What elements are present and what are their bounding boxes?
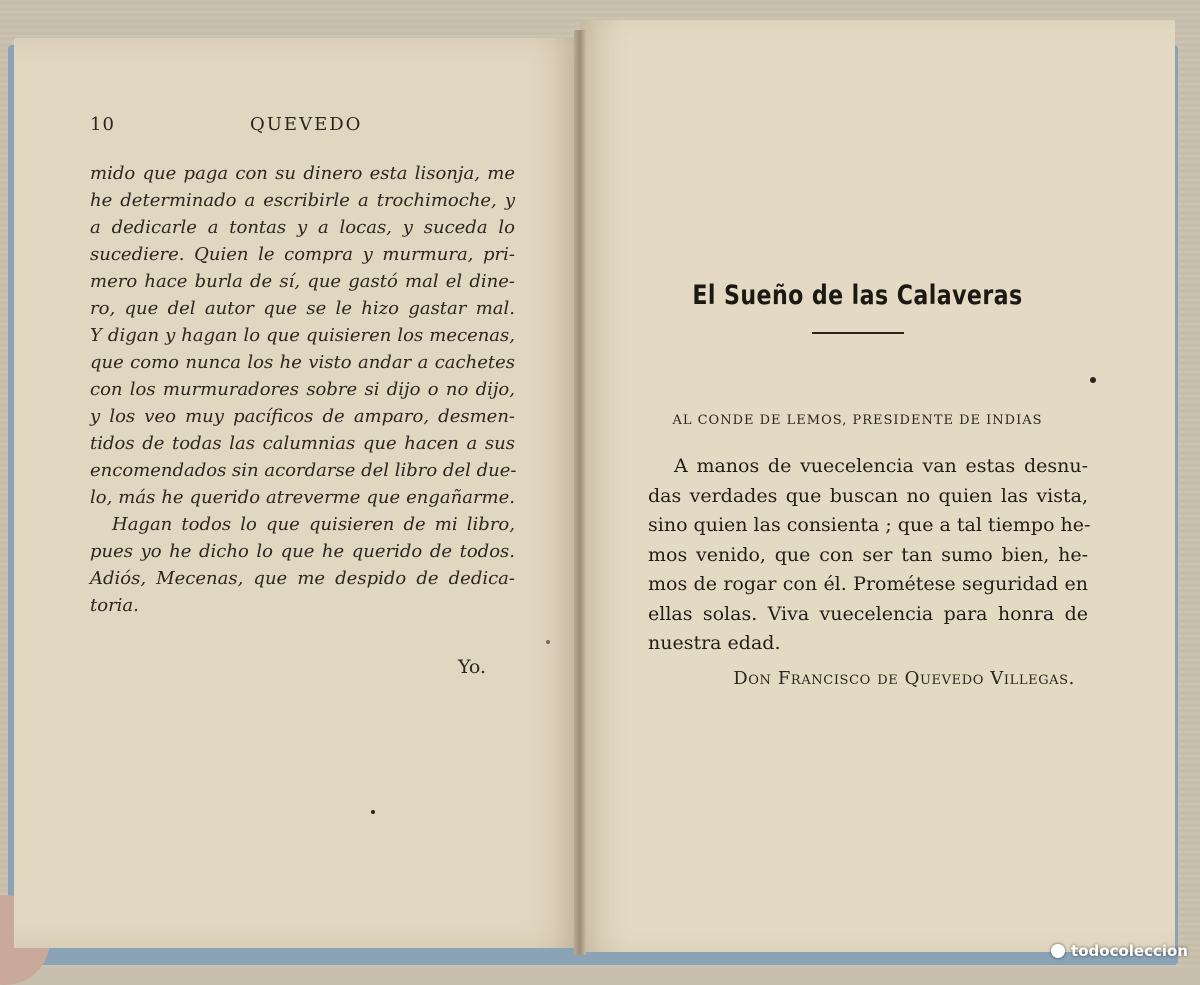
chapter-title: El Sueño de las Calaveras <box>692 280 1023 311</box>
text-line: A manos de vuecelencia van estas desnu- <box>674 455 1088 477</box>
text-line: Adiós, Mecenas, que me despido de dedica- <box>90 568 515 589</box>
text-line: sucediere. Quien le compra y murmura, pri- <box>90 244 515 265</box>
text-line: ro, que del autor que se le hizo gastar mal. <box>90 298 515 319</box>
text-line: sino quien las consienta ; que a tal tiempo he- <box>648 514 1091 536</box>
text-line: nuestra edad. <box>648 632 781 654</box>
running-title: QUEVEDO <box>250 114 363 135</box>
dedication-heading: AL CONDE DE LEMOS, PRESIDENTE DE INDIAS <box>672 413 1043 428</box>
text-line: pues yo he dicho lo que he querido de todos. <box>90 541 515 562</box>
text-line: lo, más he querido atreverme que engañarme. <box>90 487 515 508</box>
text-line: das verdades que buscan no quien las vista, <box>648 484 1088 507</box>
ink-speck <box>546 640 550 644</box>
ink-speck <box>1090 377 1096 383</box>
page-number: 10 <box>90 114 115 135</box>
ink-speck <box>371 810 375 814</box>
left-page-text <box>90 160 515 619</box>
text-line: a dedicarle a tontas y a locas, y suceda lo <box>90 217 515 238</box>
text-line: Y digan y hagan lo que quisieren los mecenas, <box>90 325 515 346</box>
title-rule <box>812 332 904 334</box>
text-line: con los murmuradores sobre si dijo o no dijo, <box>90 379 515 400</box>
watermark <box>1051 942 1188 960</box>
watermark-text: todocoleccion <box>1071 942 1188 960</box>
author-signature: Don Francisco de Quevedo Villegas. <box>733 668 1075 689</box>
todocoleccion-logo-icon <box>1051 944 1065 958</box>
text-line: encomendados sin acordarse del libro del due- <box>90 460 517 481</box>
text-line: Hagan todos lo que quisieren de mi libro, <box>112 514 515 535</box>
text-line: tidos de todas las calumnias que hacen a sus <box>90 433 515 454</box>
signature-yo: Yo. <box>458 656 487 678</box>
text-line: mero hace burla de sí, que gastó mal el dine- <box>90 271 515 292</box>
text-line: que como nunca los he visto andar a cachetes <box>90 352 515 373</box>
text-line: mos de rogar con él. Prométese seguridad en <box>648 573 1088 595</box>
text-line: mos venido, que con ser tan sumo bien, he- <box>648 543 1088 566</box>
book-gutter <box>574 30 586 955</box>
text-line: y los veo muy pacíficos de amparo, desmen- <box>90 406 515 427</box>
text-line: ellas solas. Viva vuecelencia para honra de <box>648 602 1088 625</box>
text-line: mido que paga con su dinero esta lisonja, me <box>90 163 515 184</box>
text-line: he determinado a escribirle a trochimoche, y <box>90 190 515 211</box>
right-page-text <box>648 452 1091 659</box>
text-line: toria. <box>90 595 139 616</box>
